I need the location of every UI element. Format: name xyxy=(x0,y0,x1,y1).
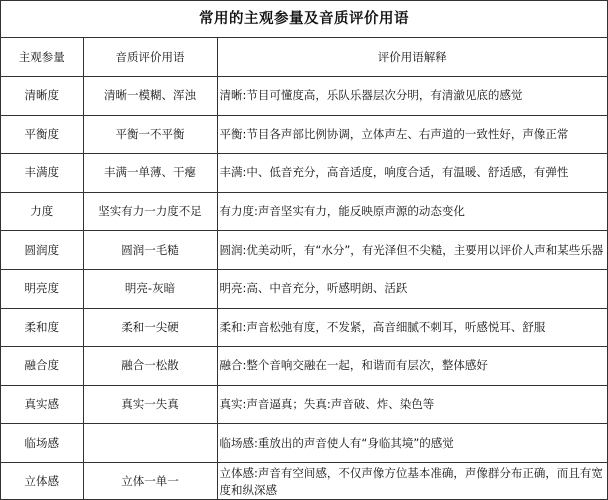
table-row xyxy=(1,77,607,116)
term-cell: 坚实有力一力度不足 xyxy=(83,192,217,231)
parameter-cell: 平衡度 xyxy=(1,115,83,154)
table-row xyxy=(1,462,607,500)
term-cell: 清晰一模糊、浑浊 xyxy=(83,77,217,116)
table-row xyxy=(1,385,607,424)
parameter-cell: 清晰度 xyxy=(1,77,83,116)
parameter-cell: 真实感 xyxy=(1,385,83,424)
explanation-cell: 明亮:高、中音充分，听感明朗、活跃 xyxy=(217,269,607,308)
table-row xyxy=(1,231,607,270)
term-cell: 明亮-灰暗 xyxy=(83,269,217,308)
table-header-row xyxy=(1,38,607,77)
term-cell: 丰满一单薄、干瘪 xyxy=(83,154,217,193)
term-cell: 平衡一不平衡 xyxy=(83,115,217,154)
table-row xyxy=(1,308,607,347)
term-cell: 立体一单一 xyxy=(83,462,217,500)
header-explanation: 评价用语解释 xyxy=(217,38,607,77)
term-cell xyxy=(83,424,217,463)
explanation-cell: 临场感:重放出的声音使人有“身临其境”的感觉 xyxy=(217,424,607,463)
parameter-cell: 圆润度 xyxy=(1,231,83,270)
header-parameter: 主观参量 xyxy=(1,38,83,77)
table-row xyxy=(1,154,607,193)
table-row xyxy=(1,115,607,154)
evaluation-table xyxy=(1,38,607,500)
parameter-cell: 明亮度 xyxy=(1,269,83,308)
parameter-cell: 丰满度 xyxy=(1,154,83,193)
explanation-cell: 融合:整个音响交融在一起，和谐而有层次，整体感好 xyxy=(217,347,607,386)
explanation-cell: 圆润:优美动听，有“水分”，有光泽但不尖糙，主要用以评价人声和某些乐器 xyxy=(217,231,607,270)
explanation-cell: 柔和:声音松弛有度，不发紧，高音细腻不刺耳，听感悦耳、舒服 xyxy=(217,308,607,347)
explanation-cell: 平衡:节目各声部比例协调，立体声左、右声道的一致性好，声像正常 xyxy=(217,115,607,154)
term-cell: 柔和一尖硬 xyxy=(83,308,217,347)
explanation-cell: 立体感:声音有空间感，不仅声像方位基本准确，声像群分布正确，而且有宽度和纵深感 xyxy=(217,462,607,500)
table-row xyxy=(1,192,607,231)
parameter-cell: 立体感 xyxy=(1,462,83,500)
table-row xyxy=(1,424,607,463)
explanation-cell: 真实:声音逼真；失真:声音破、炸、染色等 xyxy=(217,385,607,424)
explanation-cell: 丰满:中、低音充分，高音适度，响度合适，有温暖、舒适感，有弹性 xyxy=(217,154,607,193)
term-cell: 融合一松散 xyxy=(83,347,217,386)
table-row xyxy=(1,347,607,386)
parameter-cell: 力度 xyxy=(1,192,83,231)
explanation-cell: 有力度:声音坚实有力，能反映原声源的动态变化 xyxy=(217,192,607,231)
term-cell: 真实一失真 xyxy=(83,385,217,424)
parameter-cell: 临场感 xyxy=(1,424,83,463)
term-cell: 圆润一毛糙 xyxy=(83,231,217,270)
header-term: 音质评价用语 xyxy=(83,38,217,77)
parameter-cell: 柔和度 xyxy=(1,308,83,347)
explanation-cell: 清晰:节目可懂度高，乐队乐器层次分明，有清澈见底的感觉 xyxy=(217,77,607,116)
table-title: 常用的主观参量及音质评价用语 xyxy=(1,1,607,38)
parameter-cell: 融合度 xyxy=(1,347,83,386)
table-row xyxy=(1,269,607,308)
